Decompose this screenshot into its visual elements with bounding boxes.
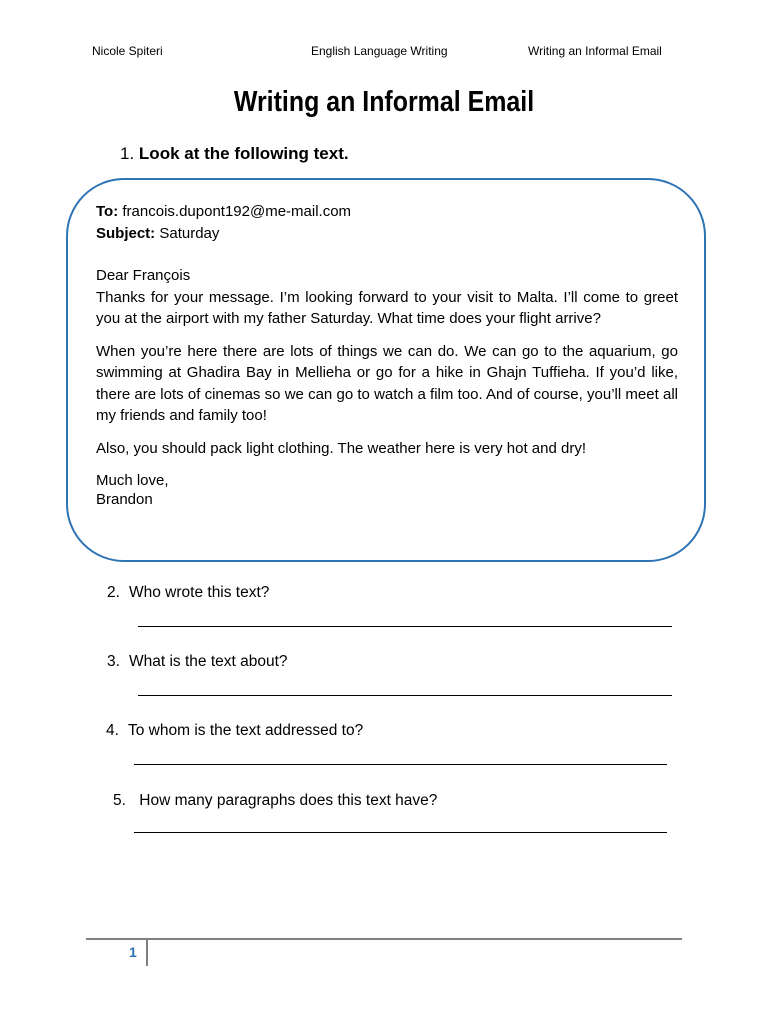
- question-2-number: 2.: [107, 584, 120, 601]
- footer-rule: [86, 938, 682, 940]
- header-subject: English Language Writing: [311, 44, 448, 58]
- header-topic: Writing an Informal Email: [528, 44, 662, 58]
- header-author: Nicole Spiteri: [92, 44, 163, 58]
- email-subject-value: Saturday: [155, 224, 220, 242]
- question-4-number: 4.: [106, 722, 119, 739]
- email-to-label: To:: [96, 203, 119, 220]
- email-subject-label: Subject:: [96, 224, 156, 242]
- email-greeting: Dear François: [96, 267, 191, 284]
- page-title: Writing an Informal Email: [233, 86, 535, 118]
- email-closing: Much love,: [96, 472, 169, 489]
- task-1-text: Look at the following text.: [138, 144, 349, 163]
- page-number-divider: [146, 940, 148, 966]
- email-signature: Brandon: [96, 490, 153, 508]
- question-2: [107, 584, 269, 602]
- question-3-number: 3.: [107, 653, 120, 670]
- page-number: 1: [129, 944, 137, 960]
- answer-line-2[interactable]: [138, 626, 672, 627]
- email-text: [96, 201, 678, 510]
- answer-line-3[interactable]: [138, 695, 672, 696]
- email-paragraph-3: Also, you should pack light clothing. The weather here is very hot and dry!: [96, 439, 586, 457]
- email-subject-line: [96, 223, 678, 245]
- question-5-text: How many paragraphs does this text have?: [135, 792, 438, 809]
- email-to-value: francois.dupont192@me-mail.com: [118, 203, 352, 220]
- question-3: [107, 653, 288, 671]
- question-3-text: What is the text about?: [129, 653, 288, 670]
- email-to-line: [96, 201, 678, 223]
- question-4: [106, 722, 363, 740]
- question-5-number: 5.: [113, 792, 126, 809]
- answer-line-5[interactable]: [134, 832, 667, 833]
- answer-line-4[interactable]: [134, 764, 667, 765]
- task-1: [120, 144, 349, 164]
- question-2-text: Who wrote this text?: [129, 584, 270, 601]
- email-paragraph-2: When you’re here there are lots of things we can do. We can go to the aquarium, go swimming at Ghadira Bay in Mellieha or go for a hike in Ghajn Tuffieha. If you’d like, there are lots of cinemas so we can go to watch a film too. And of course, you’ll meet all my friends and family too!: [96, 342, 678, 424]
- question-4-text: To whom is the text addressed to?: [128, 722, 364, 739]
- task-1-number: 1.: [120, 144, 135, 163]
- email-paragraph-1: Thanks for your message. I’m looking forward to your visit to Malta. I’ll come to greet you at the airport with my father Saturday. What time does your flight arrive?: [96, 288, 678, 327]
- question-5: [113, 792, 437, 810]
